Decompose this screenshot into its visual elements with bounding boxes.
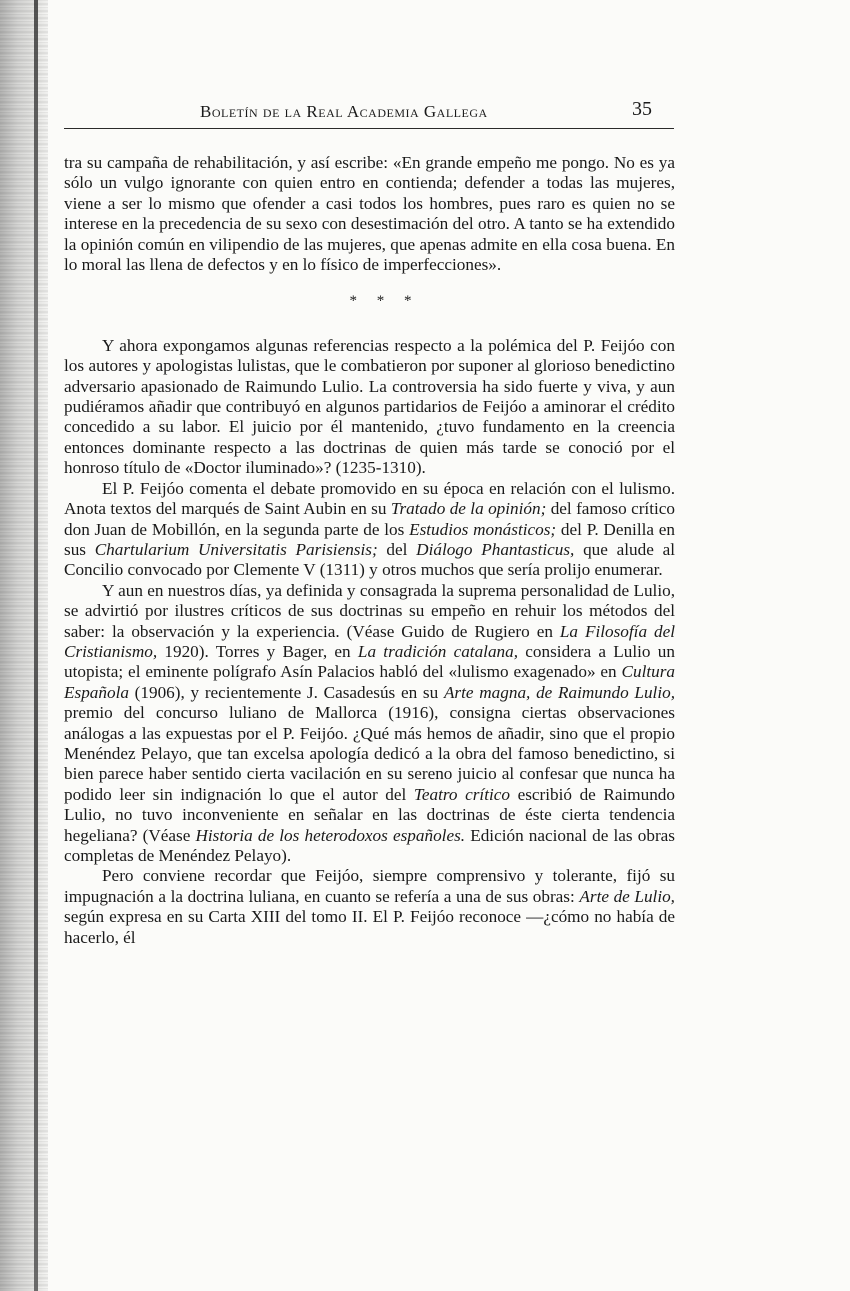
running-title: Boletín de la Real Academia Gallega [200,102,488,121]
paragraph-3-text-c: del famoso crítico don Juan de Mobillón, en la segunda parte de los [64,499,675,539]
paragraph-3-text-e: del P. Denilla en sus [64,519,676,559]
paragraph-3-text-g: del [377,539,417,559]
paragraph-4-text-i: premio del concurso luliano de Mallorca (1916), consigna ciertas observaciones análogas a las expuestas por el P. Feijóo. ¿Qué más hemos de añadir, sino que el propio Menéndez Pelayo, que tan excelsa apología dedicó a la obra del famoso benedictino, si bien parece haber sentido cierta vacilación en su sereno juicio al confesar que nunca ha podido leer sin indignación lo que el autor del [64,703,675,804]
title-cultura-espanola: Cultura Española [64,662,675,702]
paragraph-3-text-a: El P. Feijóo comenta el debate promovido en su época en relación con el lulismo. Anota textos del marqués de Saint Aubin en su [64,478,675,519]
paragraph-4-text-e: considera a Lulio un utopista; el eminente polígrafo Asín Palacios habló del «lulismo exagenado» en [64,641,675,682]
paragraph-5-text-a: Pero conviene recordar que Feijóo, siempre comprensivo y tolerante, fijó su impugnación a la doctrina luliana, en cuanto se refería a una de sus obras: [64,866,675,906]
paragraph-3 [64,479,675,581]
title-historia-heterodoxos: Historia de los heterodoxos españoles. [195,825,466,845]
paragraph-4-text-m: Edición nacional de las obras completas de Menéndez Pelayo). [64,825,675,865]
paragraph-5 [64,866,675,948]
page-number: 35 [632,98,652,120]
paragraph-4-text-g: (1906), y recientemente J. Casadesús en su [128,682,444,702]
paragraph-4-text-k: escribió de Raimundo Lulio, no tuvo inconveniente en señalar en las doctrinas de éste cierta tendencia hegeliana? (Véase [64,784,675,845]
book-binding-shadow [0,0,48,1291]
paragraph-5-text-c: según expresa en su Carta XIII del tomo II. El P. Feijóo reconoce —¿cómo no había de hacerlo, él [64,907,675,947]
article-body [64,153,675,948]
title-arte-magna: Arte magna, de Raimundo Lulio, [443,682,675,702]
running-header [64,92,674,129]
title-teatro-critico: Teatro crítico [413,784,510,804]
book-gutter-line [34,0,38,1291]
paragraph-4-text-a: Y aun en nuestros días, ya definida y consagrada la suprema personalidad de Lulio, se advirtió por ilustres críticos de sus doctrinas su empeño en rehuir los métodos del saber: la observación y la experiencia. (Véase Guido de Rugiero en [64,580,675,641]
section-separator: * * * [349,293,420,310]
paragraph-4-text-c: 1920). Torres y Bager, en [157,641,358,661]
paragraph-4 [64,581,675,867]
title-arte-de-lulio: Arte de Lulio, [579,886,675,906]
title-tratado-opinion: Tratado de la opinión; [390,499,547,519]
title-chartularium: Chartularium Universitatis Parisiensis; [94,539,378,559]
title-tradicion-catalana: La tradición catalana, [357,641,519,661]
paragraph-1: tra su campaña de rehabilitación, y así escribe: «En grande empeño me pongo. No es ya sólo un vulgo ignorante con quien entro en contienda; defender a todas las mujeres, viene a ser lo mismo que ofender a casi todos los hombres, pues raro es quien no se interese en la precedencia de su sexo con desestimación del otro. A tanto se ha extendido la opinión común en vilipendio de las mujeres, que apenas admite en ella cosa buena. En lo moral las llena de defectos y en lo físico de imperfecciones». [64,153,675,275]
title-estudios-monasticos: Estudios monásticos; [409,519,557,539]
paragraph-2: Y ahora expongamos algunas referencias respecto a la polémica del P. Feijóo con los autores y apologistas lulistas, que le combatieron por suponer al glorioso benedictino adversario apasionado de Raimundo Lulio. La controversia ha sido fuerte y viva, y aun pudiéramos añadir que contribuyó en algunos partidarios de Feijóo a aminorar el crédito concedido a su labor. El juicio por él mantenido, ¿tuvo fundamento en la creencia entonces dominante respecto a las doctrinas de quien más tarde se conoció por el honroso título de «Doctor iluminado»? (1235-1310). [64,335,675,478]
title-dialogo-phantasticus: Diálogo Phantasticus, [416,539,575,559]
paragraph-3-text-i: que alude al Concilio convocado por Clemente V (1311) y otros muchos que sería prolijo enumerar. [64,539,676,580]
title-filosofia-cristianismo: La Filosofía del Cristianismo, [64,621,675,661]
